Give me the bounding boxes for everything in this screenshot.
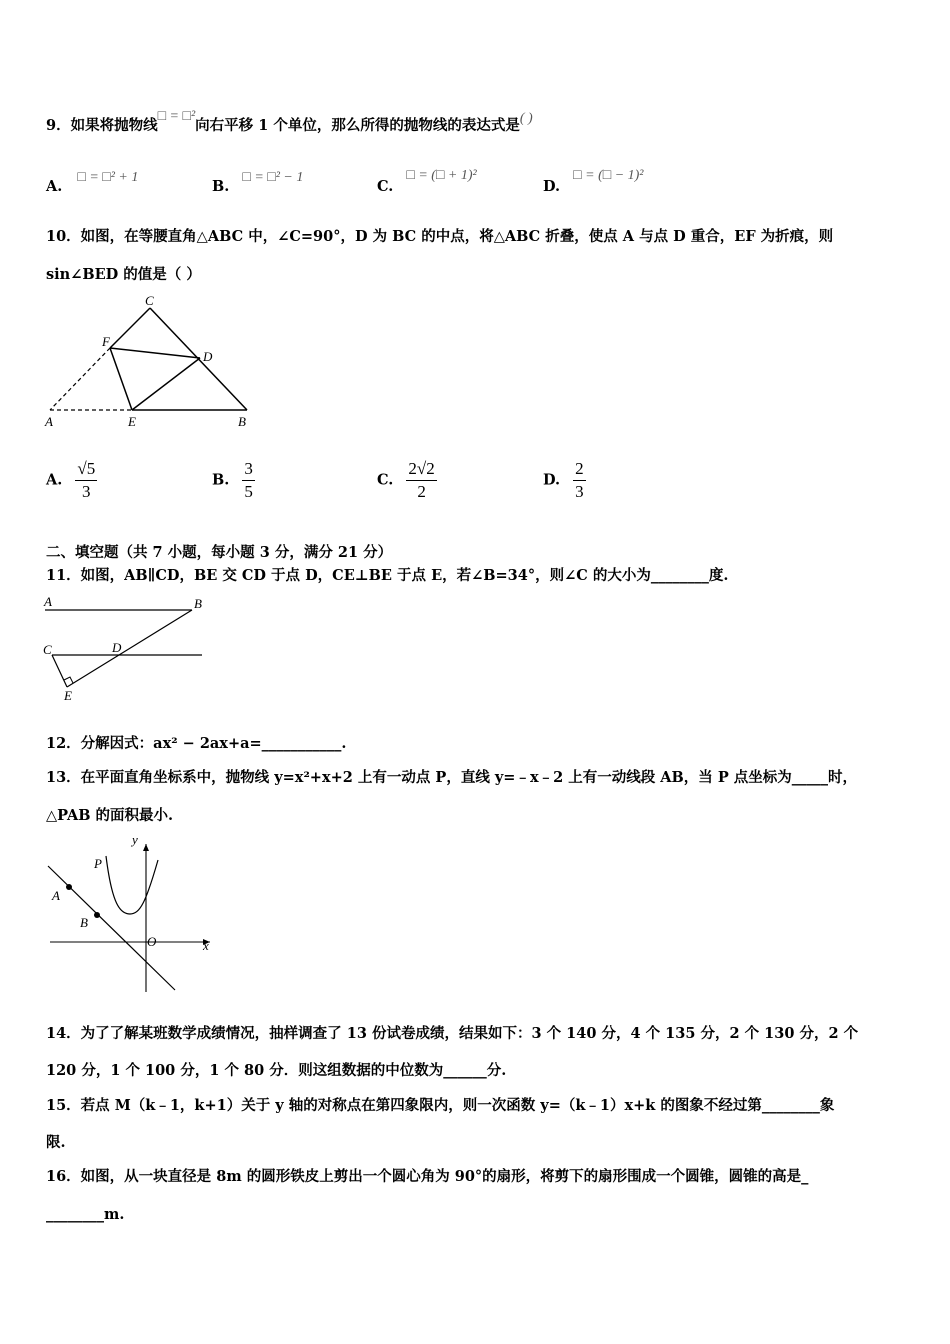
- q10-label-f: F: [102, 334, 110, 349]
- q10-option-d-num: 2: [573, 458, 586, 481]
- q9-expression: □ = □²: [157, 109, 196, 124]
- q13-label-a: A: [52, 888, 60, 903]
- q9-option-b-label: B.: [212, 178, 230, 195]
- question-9: [46, 109, 533, 137]
- question-13-line2: △PAB 的面积最小.: [46, 807, 174, 824]
- question-12: 12．分解因式：ax² − 2ax+a=___________.: [46, 735, 347, 752]
- q10-option-a-fraction: [75, 458, 97, 503]
- q10-option-d-den: 3: [575, 482, 584, 501]
- q13-label-y: y: [132, 832, 138, 847]
- q13-coordinate-figure: [40, 832, 220, 997]
- q10-option-a-num: √5: [75, 458, 97, 481]
- q11-parallel-lines-figure: [40, 592, 210, 704]
- q9-suffix: 向右平移 1 个单位，那么所得的抛物线的表达式是: [195, 117, 520, 134]
- q10-option-b-label: B.: [212, 471, 230, 489]
- q9-option-a-label: A.: [46, 178, 63, 195]
- q9-option-d-expr: □ = (□ − 1)²: [573, 168, 644, 183]
- question-14-line1: 14．为了了解某班数学成绩情况，抽样调查了 13 份试卷成绩，结果如下：3 个 140 分，4 个 135 分，2 个 130 分，2 个: [46, 1025, 859, 1042]
- question-10-line1: 10．如图，在等腰直角△ABC 中，∠C=90°，D 为 BC 的中点，将△ABC 折叠，使点 A 与点 D 重合，EF 为折痕，则: [46, 228, 834, 245]
- q10-option-c: [377, 458, 437, 503]
- q11-label-b: B: [194, 596, 202, 611]
- q13-label-p: P: [94, 856, 102, 871]
- q9-option-c: [377, 166, 477, 195]
- q10-triangle-figure: [40, 290, 260, 432]
- question-16-line2: ________m.: [46, 1206, 125, 1223]
- q10-label-d: D: [203, 349, 213, 364]
- question-16-line1: 16．如图，从一块直径是 8m 的圆形铁皮上剪出一个圆心角为 90°的扇形，将剪下的扇形围成一个圆锥，圆锥的高是_: [46, 1168, 809, 1185]
- question-15-line2: 限.: [46, 1134, 66, 1151]
- q9-option-d-label: D.: [543, 178, 561, 195]
- q10-option-d-fraction: [573, 458, 586, 503]
- q9-option-a: [46, 168, 139, 195]
- q9-option-c-expr: □ = (□ + 1)²: [406, 168, 477, 183]
- q10-label-c: C: [145, 293, 154, 308]
- q11-label-e: E: [64, 688, 72, 703]
- q11-label-c: C: [43, 642, 52, 657]
- q9-option-b-expr: □ = □² − 1: [242, 170, 304, 185]
- question-14-line2: 120 分，1 个 100 分，1 个 80 分．则这组数据的中位数为______分.: [46, 1062, 507, 1079]
- q10-option-b-den: 5: [244, 482, 253, 501]
- q10-option-b: [212, 458, 255, 503]
- q10-option-a-label: A.: [46, 471, 63, 489]
- question-11: 11．如图，AB∥CD，BE 交 CD 于点 D，CE⊥BE 于点 E，若∠B=34°，则∠C 的大小为________度.: [46, 567, 729, 584]
- q10-option-c-den: 2: [417, 482, 426, 501]
- q10-option-a-den: 3: [82, 482, 91, 501]
- section-2-heading: 二、填空题（共 7 小题，每小题 3 分，满分 21 分）: [46, 544, 393, 561]
- q10-option-a: [46, 458, 97, 503]
- q10-option-c-label: C.: [377, 471, 394, 489]
- q10-option-b-num: 3: [242, 458, 255, 481]
- q9-prefix: 9．如果将抛物线: [46, 117, 158, 134]
- q11-label-a: A: [44, 594, 52, 609]
- question-13-line1: 13．在平面直角坐标系中，抛物线 y=x²+x+2 上有一动点 P，直线 y=﹣x﹣2 上有一动线段 AB，当 P 点坐标为_____时，: [46, 769, 858, 786]
- q13-label-b: B: [80, 915, 88, 930]
- question-15-line1: 15．若点 M（k﹣1，k+1）关于 y 轴的对称点在第四象限内，则一次函数 y=（k﹣1）x+k 的图象不经过第________象: [46, 1097, 835, 1114]
- q10-option-c-fraction: [406, 458, 436, 503]
- q10-option-d: [543, 458, 586, 503]
- q13-label-x: x: [203, 938, 209, 953]
- q10-label-e: E: [128, 414, 136, 429]
- q9-option-d: [543, 166, 644, 195]
- q13-label-o: O: [147, 934, 157, 949]
- question-10-line2: sin∠BED 的值是（ ）: [46, 266, 201, 283]
- q10-label-a: A: [45, 414, 53, 429]
- q9-option-b: [212, 168, 304, 195]
- q10-label-b: B: [238, 414, 246, 429]
- q11-label-d: D: [112, 640, 122, 655]
- q9-answer-paren: ( ): [519, 111, 533, 126]
- q9-option-a-expr: □ = □² + 1: [77, 170, 139, 185]
- q9-option-c-label: C.: [377, 178, 394, 195]
- q10-option-d-label: D.: [543, 471, 561, 489]
- q10-option-c-num: 2√2: [406, 458, 436, 481]
- q10-option-b-fraction: [242, 458, 255, 503]
